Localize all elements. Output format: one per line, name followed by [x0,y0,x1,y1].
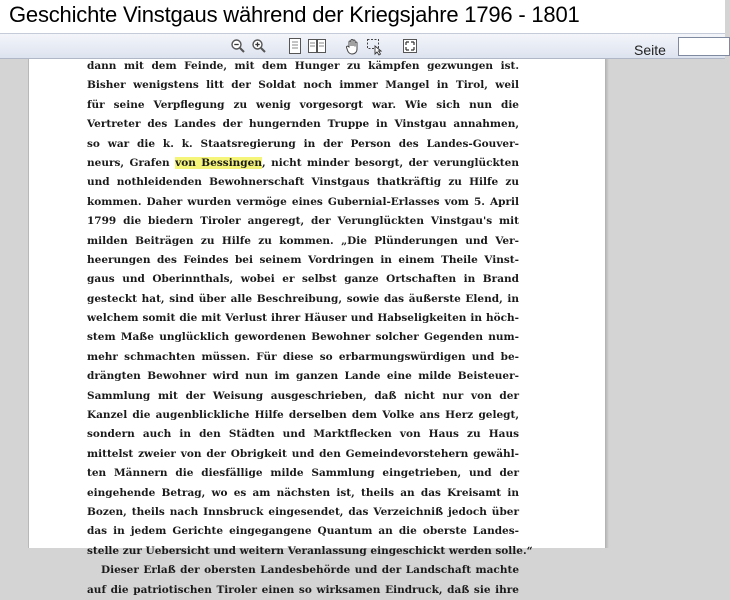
text-segment: welchem somit die mit Verlust ihrer Häuser und Habseligkeiten in höch- [87,312,519,325]
text-line [87,522,519,541]
text-line [87,348,519,367]
two-page-icon[interactable] [308,37,326,55]
text-segment: eingehende Betrag, wo es am nächsten ist, theils an das Kreisamt in [87,486,519,499]
text-segment: für seine Verpflegung zu wenig vorgesorgt war. Wie sich nun die [87,98,519,111]
page-text [87,57,533,600]
text-segment: Bozen, theils nach Innsbruck eingesendet, das Verzeichniß jedoch über [87,505,519,518]
text-segment: Sammlung mit der Weisung ausgeschrieben, daß nicht nur von der [87,389,519,402]
title-bar [0,0,725,33]
text-line [87,251,519,270]
text-segment: gesteckt hat, sind über alle Beschreibung, sowie das äußerste Elend, in [87,292,519,305]
text-segment: auf die patriotischen Tiroler einen so wirksamen Eindruck, daß sie ihre [87,583,519,596]
text-segment: drängten Bewohner wird nun im ganzen Lande eine milde Beisteuer- [87,370,519,383]
text-line [87,367,519,386]
text-line [87,76,519,95]
page-number-input[interactable] [678,37,730,56]
text-line [87,193,519,212]
text-line [87,387,519,406]
text-line [87,115,519,134]
document-viewer[interactable] [0,59,725,596]
text-segment: heerungen des Feindes bei seinem Vordringen in einem Theile Vinst- [87,253,519,266]
text-line [87,232,519,251]
text-segment: Kanzel die augenblickliche Hilfe derselben dem Volke ans Herz gelegt, [87,409,519,422]
text-segment: sondern auch in den Städten und Marktflecken von Haus zu Haus [87,428,519,441]
book-page [28,59,606,596]
text-segment: Dieser Erlaß der obersten Landesbehörde und der Landschaft machte [101,564,519,577]
text-segment: Vertreter des Landes der hungernden Truppe in Vinstgau annahmen, [87,118,519,131]
single-page-icon[interactable] [286,37,304,55]
text-line [87,328,519,347]
page-number-label: Seite [634,42,666,58]
text-line [87,503,519,522]
text-segment: mittelst zweier von der Obrigkeit und den Gemeindevorstehern gewähl- [87,447,519,460]
hand-tool-icon[interactable] [344,37,362,55]
text-segment: das in jedem Gerichte eingegangene Quantum an die oberste Landes- [87,525,519,538]
text-segment: milden Beiträgen zu Hilfe zu kommen. „Die Plünderungen und Ver- [87,234,519,247]
text-segment: neurs, Grafen [87,156,176,169]
text-segment: , nicht minder besorgt, der verunglückten [261,156,519,169]
text-line [87,290,519,309]
text-line [87,309,519,328]
text-line [87,561,519,580]
text-line [87,581,519,600]
text-line [87,484,519,503]
fullscreen-icon[interactable] [401,37,419,55]
text-segment: kommen. Daher wurden vermöge eines Gubernial-Erlasses vom 5. April [87,195,519,208]
text-line [87,96,519,115]
text-line [87,154,519,173]
text-segment: dann mit dem Feinde, mit dem Hunger zu kämpfen gezwungen ist. [87,60,519,72]
text-line [87,425,519,444]
text-segment: so war die k. k. Staatsregierung in der Person des Landes-Gouver- [87,137,519,150]
text-line [87,445,519,464]
text-segment: 1799 die biedern Tiroler angeregt, der Verunglückten Vinstgau's mit [87,215,519,228]
text-line [87,57,519,76]
text-segment: stelle zur Uebersicht und weitern Veranlassung eingeschickt werden solle.“ [87,544,533,557]
zoom-in-icon[interactable] [250,37,268,55]
text-line [87,135,519,154]
text-line [87,542,533,561]
text-segment: ten Männern die diesfällige milde Sammlung eingetrieben, und der [87,467,519,480]
text-line [87,212,519,231]
book-title: Geschichte Vinstgaus während der Kriegsjahre 1796 - 1801 [9,2,580,27]
zoom-out-icon[interactable] [229,37,247,55]
viewer-toolbar [0,33,725,59]
text-segment: gaus und Oberinnthals, wobei er selbst ganze Ortschaften in Brand [87,273,519,286]
text-line [87,464,519,483]
page-shadow [605,59,609,548]
search-highlight: von Bessingen [175,156,262,169]
text-line [87,173,519,192]
text-line [87,270,519,289]
text-segment: mehr schmachten müssen. Für diese so erbarmungswürdigen und be- [87,350,519,363]
select-tool-icon[interactable] [366,37,384,55]
text-segment: stem Maße unglücklich gewordenen Bewohner solcher Gegenden num- [87,331,519,344]
text-segment: Bisher wenigstens litt der Soldat noch immer Mangel in Tirol, weil [87,79,519,92]
text-line [87,406,519,425]
text-segment: und nothleidenden Bewohnerschaft Vinstgaus thatkräftig zu Hilfe zu [87,176,519,189]
